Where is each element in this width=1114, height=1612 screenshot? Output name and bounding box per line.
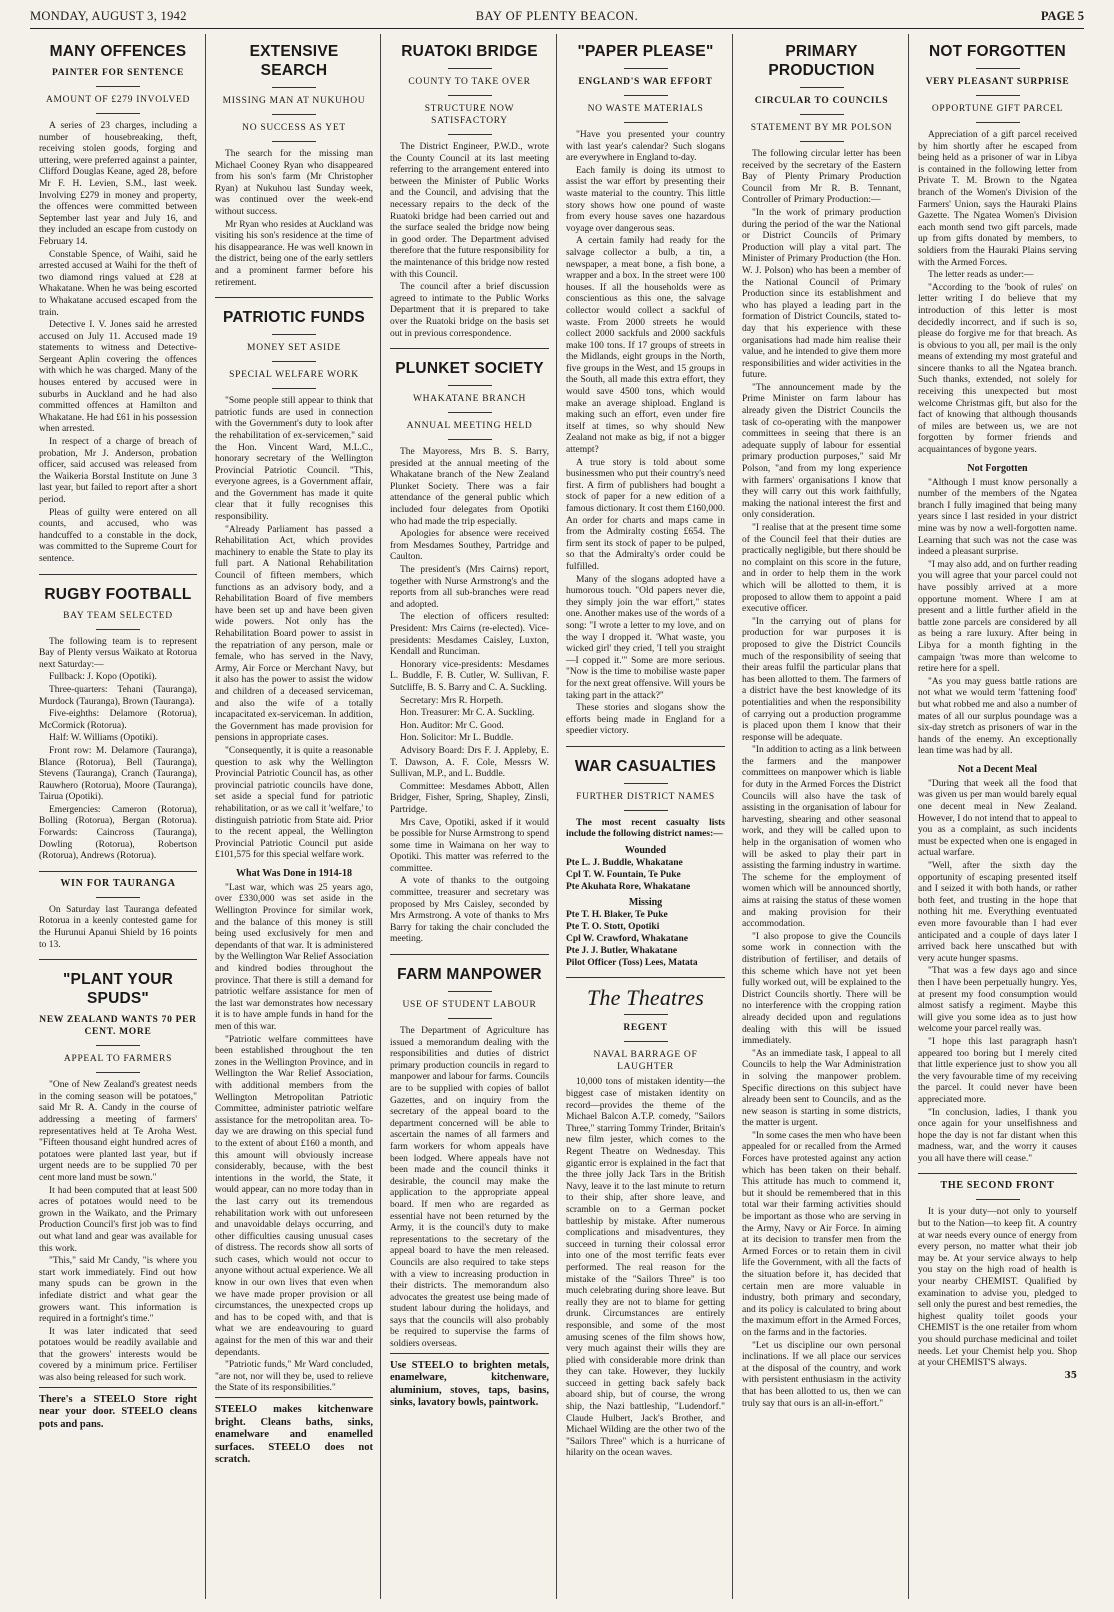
divider <box>976 68 1020 69</box>
paragraph: Hon. Auditor: Mr C. Good. <box>400 720 504 731</box>
article-body <box>390 142 549 340</box>
subheadline: FURTHER DISTRICT NAMES <box>576 791 715 802</box>
headline: PLUNKET SOCIETY <box>395 360 544 378</box>
casualty-entry: Pte T. H. Blaker, Te Puke <box>566 910 668 921</box>
divider <box>448 991 492 992</box>
paragraph: "The announcement made by the Prime Minister on farm labour has already given the District Councils the task of co-operating with the manpower committees in seeing that there is an adequate supply of labour for essential primary production purposes," said Mr Polson, "and from my long experience with farmers' organisations I know that they will carry out this work faithfully, making the national interest the first and only consideration. <box>742 382 901 521</box>
article-body <box>566 130 725 738</box>
paragraph: Fullback: J. Kopo (Opotiki). <box>49 672 157 683</box>
divider <box>215 297 373 298</box>
subheadline: WHAKATANE BRANCH <box>412 394 527 405</box>
paragraph: The council after a brief discussion agreed to intimate to the Public Works Department that it is prepared to take over the Ruatoki bridge on the basis set out in previous correspondence. <box>390 282 549 339</box>
paragraph: "According to the 'book of rules' on letter writing I do believe that my introduction of this letter is most decidedly incorrect, and if such is so, please do forgive me for that breach. As is obvious to you all, per mail is the only means of extending my most grateful and sincere thanks to all the Ngatea branch. Such thanks, extended, not solely for receiving this unexpected but most welcome Christmas gift, but also for the fact of knowing that although thousands of miles are between us, we are not forgotten by former friends and acquaintances of bygone years. <box>918 282 1077 456</box>
wounded-heading: Wounded <box>624 845 667 857</box>
subheadline: STRUCTURE NOW SATISFACTORY <box>424 104 515 126</box>
paragraph: The search for the missing man Michael Cooney Ryan who disappeared from his son's farm (Mr Christopher Ryan) at Nukuhou last Sunday week, was continued over the week-end without success. <box>215 149 373 217</box>
subheadline: APPEAL TO FARMERS <box>63 1054 173 1065</box>
divider <box>918 1173 1077 1174</box>
paragraph: The most recent casualty lists include the following district names:— <box>566 817 725 840</box>
steelo-advertisement: STEELO makes kitchenware bright. Cleans baths, sinks, enamelware and enamelled surfaces. STEELO does not scratch. <box>215 1404 373 1465</box>
article-body <box>39 1080 197 1384</box>
subheadline: MISSING MAN AT NUKUHOU <box>222 96 366 106</box>
subheadline: AMOUNT OF £279 INVOLVED <box>45 95 191 105</box>
divider <box>272 114 316 115</box>
paragraph: "I also propose to give the Councils some work in connection with the distribution of fertiliser, and details of this scheme which have not yet been fully worked out, will be explained to the District Councils shortly. There will be no interference with the cropping ration already decided upon and regulations dealing with this will be issued immediately. <box>742 931 901 1047</box>
subheadline: OPPORTUNE GIFT PARCEL <box>931 104 1064 114</box>
issue-date: MONDAY, AUGUST 3, 1942 <box>30 9 187 23</box>
article-plant-your-spuds <box>39 970 197 1384</box>
article-not-forgotten <box>918 42 1077 1165</box>
headline: WAR CASUALTIES <box>574 757 717 775</box>
article-farm-manpower <box>390 965 549 1351</box>
headline: EXTENSIVE SEARCH <box>249 43 339 79</box>
paragraph: It is your duty—not only to yourself but to the Nation—to keep fit. A country at war needs every ounce of energy from every person, no matter what their job may be. At your service always to help you stay on the high road of health is your nearby CHEMIST. Qualified by examination to advise you, pledged to sell only the purest and best remedies, the highest quality toilet goods your CHEMIST is the one retailer from whom you should purchase medicinal and toilet needs. Let your Chemist help you. Shop at your CHEMIST'S always. <box>918 1207 1077 1369</box>
paragraph: "Well, after the sixth day the opportunity of escaping presented itself and I seized it with both hands, or rather both feet, and trusting in the hope that nothing hit me. Everything eventuated even more favourable than I had ever anticipated and a couple of days later I arrived back here unscathed but with very acute hunger spasms. <box>918 861 1077 964</box>
divider <box>448 68 492 69</box>
divider <box>448 1018 492 1019</box>
paragraph: These stories and slogans show the efforts being made in England for a speedier victory. <box>566 703 725 737</box>
paragraph: A vote of thanks to the outgoing committee, treasurer and secretary was proposed by Mrs Caisley, seconded by Mrs Armstrong. A vote of thanks to Mrs Barry for taking the chair concluded the meeting. <box>390 876 549 945</box>
divider <box>566 977 725 978</box>
divider <box>215 1397 373 1398</box>
paragraph: The letter reads as under:— <box>928 270 1034 281</box>
subheadline: ANNUAL MEETING HELD <box>406 421 533 432</box>
casualty-entry: Pte T. O. Stott, Opotiki <box>566 922 660 933</box>
paragraph: Detective I. V. Jones said he arrested accused on July 11. Accused made 19 statements to witness and Detective-Sergeant Aplin covering the offences with which he was charged. Many of the houses entered by accused were in suburbs in Auckland and he had also committed offences at Hamilton and Whakatane. He had £61 in his possession when arrested. <box>39 320 197 435</box>
divider <box>448 95 492 96</box>
steelo-advertisement: There's a STEELO Store right near your door. STEELO cleans pots and pans. <box>39 1393 197 1430</box>
paragraph: "I hope this last paragraph hasn't appeared too boring but I merely cited that little experience just to show you all the very favourable time of my receiving the parcel. It could never have been appreciated more. <box>918 1036 1077 1105</box>
paragraph: It was later indicated that seed potatoes would be readily available and that the growers' interests would be covered by a minimum price. Fertiliser was also being released for such work. <box>39 1326 197 1384</box>
divider <box>448 134 492 135</box>
article-body <box>39 637 197 863</box>
steelo-advertisement: Use STEELO to brighten metals, enamelware, kitchenware, aluminium, stoves, taps, basins, sinks, lavatory bowls, paintwork. <box>390 1359 549 1409</box>
paragraph: Advisory Board: Drs F. J. Appleby, E. T. Dawson, A. F. Cole, Messrs W. Sullivan, M.P., and L. Buddle. <box>390 745 549 780</box>
divider <box>96 113 140 114</box>
paragraph: Pleas of guilty were entered on all counts, and accused, who was handcuffed to a constable in the dock, was committed to the Supreme Court for sentence. <box>39 507 197 564</box>
divider <box>272 361 316 362</box>
subheadline: BAY TEAM SELECTED <box>63 610 173 621</box>
headline: THE SECOND FRONT <box>940 1180 1055 1192</box>
paragraph: A certain family had ready for the salvage collector a bulb, a tin, a newspaper, a meat bone, a fish bone, a wrapper and a box. In the street were 100 houses. If all the households were as conscientious as this one, the salvage collector would collect a sackful of waste. From 2000 streets he would collect 2000 sackfuls and 2000 sackfuls make 100 tons. If 17 groups of streets in the Midlands, eight groups in the North, five groups in the West, and 15 groups in the South, all made this extra effort, they would save 4500 tons, which would make an average shipload. England is making such an effort, even under fire itself at times, so why should New Zealand not make as big, if not a bigger attempt? <box>566 236 725 456</box>
article-the-second-front <box>918 1180 1077 1381</box>
news-columns <box>30 34 1084 1599</box>
subheadline: NO SUCCESS AS YET <box>242 123 346 133</box>
subheadline: COUNTY TO TAKE OVER <box>408 77 531 87</box>
paragraph: "In addition to acting as a link between the farmers and the manpower committees on manpower which is liable for duty in the Armed Forces the District Councils will also have the task of assisting in the organisation of labour for harvesting, shearing and other seasonal work, and they will be called upon to help in the organisation of women who will be asked to play their part in assisting the farming industry in wartime. The scheme for the employment of women which will be announced shortly, aims at raising the status of these women and making provision for their accommodation. <box>742 745 901 930</box>
headline: PRIMARY PRODUCTION <box>768 43 875 79</box>
paragraph: The District Engineer, P.W.D., wrote the County Council at its last meeting referring to the arrangement entered into between the Minister of Public Works and the Council, and advising that the necessary repairs to the deck of the Ruatoki bridge had been carried out and the surface sealed the bridge now being in good order. The Department advised therefore that the future responsibility for the maintenance of this bridge now rested with this Council. <box>390 142 549 280</box>
paragraph: "This," said Mr Candy, "is where you start work immediately. Find out how many spuds can be grown in the infediate district and what gear the growers want. This information is required in a fortnight's time." <box>39 1256 197 1325</box>
divider <box>800 114 844 115</box>
paragraph: "Have you presented your country with last year's calendar? Such slogans are everywhere in England to-day. <box>566 130 725 164</box>
subheadline: NAVAL BARRAGE OF LAUGHTER <box>593 1050 698 1073</box>
article-ruatoki-bridge <box>390 42 549 340</box>
paragraph: Mrs Cave, Opotiki, asked if it would be possible for Nurse Armstrong to spend some time in Waimana on her way to Opotiki. This matter was referred to the committee. <box>390 817 549 874</box>
masthead <box>30 6 1084 29</box>
headline: "PLANT YOUR SPUDS" <box>62 971 174 1008</box>
paragraph: "Some people still appear to think that patriotic funds are used in connection with the Government's duty to look after the rehabilitation of ex-servicemen," said the Hon. Vincent Ward, M.L.C., honorary secretary of the Wellington Provincial Patriotic Council. "This, everyone agrees, is a Government affair, and the Government has made it quite clear that it fully recognises this responsibility. <box>215 396 373 523</box>
divider <box>39 1387 197 1388</box>
divider <box>566 746 725 747</box>
article-rugby-football <box>39 585 197 863</box>
headline: RUGBY FOOTBALL <box>44 585 192 603</box>
paragraph: Five-eighths: Delamore (Rotorua), McCormick (Rotorua). <box>39 709 197 731</box>
section-heading: What Was Done in 1914-18 <box>236 867 352 879</box>
headline: PATRIOTIC FUNDS <box>223 309 365 327</box>
divider <box>39 871 197 872</box>
paragraph: The Mayoress, Mrs B. S. Barry, presided at the annual meeting of the Whakatane branch of the New Zealand Plunket Society. There was a fair attendance of the general public which included four delegates from Opotiki who had made the trip especially. <box>390 447 549 527</box>
subheadline: ENGLAND'S WAR EFFORT <box>578 77 713 87</box>
divider <box>624 122 668 123</box>
paragraph: "In the work of primary production during the period of the war the National or District Councils of Primary Production will play a vital part. The Minister of Primary Production (the Hon. W. J. Polson) who has been a member of the National Council of Primary Production since its establishment and who has played a leading part in the formation of District Councils, stated to-day that his experience with these organisations had made him realise their value, and he intended to give them more responsibilities and wider activities in the future. <box>742 207 901 381</box>
article-win-for-tauranga <box>39 878 197 951</box>
paragraph: It had been computed that at least 500 acres of potatoes would need to be grown in the Waikato, and the Primary Production Council's first job was to find out what land and gear was available for this work. <box>39 1185 197 1254</box>
casualty-entry: Pte J. J. Butler, Whakatane <box>566 945 678 956</box>
divider <box>96 1045 140 1046</box>
paragraph: Mr Ryan who resides at Auckland was visiting his son's residence at the time of his disappearance. He was well known in the district, being one of the early settlers and a prominent farmer before his retirement. <box>215 219 373 288</box>
article-body <box>39 121 197 566</box>
article-body <box>918 130 1077 1165</box>
divider <box>96 1072 140 1073</box>
paragraph: "Let us discipline our own personal inclinations. If we all place our services at the disposal of the country, and work with persistent enthusiasm in the activity that has been allotted to us, then we can truly say that ours is an all-in-effort." <box>742 1340 901 1409</box>
paragraph: "In conclusion, ladies, I thank you once again for your unselfishness and hope the day is not far distant when this madness, war, and the worry it causes you all have there will cease." <box>918 1107 1077 1164</box>
paragraph: "I may also add, and on further reading you will agree that your parcel could not have possibly arrived at a more opportune moment. Where I am at present and a little further afield in the battle zone parcels are considered by all as being a rare luxury. After being in Libya for a month fighting in the campaign 'twas more than welcome to retire here for a spell. <box>918 559 1077 675</box>
paragraph: Front row: M. Delamore (Tauranga), Blance (Rotorua), Bell (Tauranga), Stevens (Tauranga), Cranch (Tauranga), Rauwhero (Rotorua), Moore (Tauranga), Tairua (Opotiki). <box>39 745 197 803</box>
paragraph: "I realise that at the present time some of the Council feel that their duties are practically negligible, but there should be no complaint on this score in the future, and in order to help them in the work which will be allotted to them, it is proposed to allow them to appoint a paid executive officer. <box>742 523 901 615</box>
paragraph: The election of officers resulted: President: Mrs Cairns (re-elected). Vice-presidents: Mesdames Caisley, Luxton, Kendall and Runciman. <box>390 612 549 658</box>
paragraph: Apologies for absence were received from Mesdames Southey, Partridge and Caulton. <box>390 529 549 563</box>
divider <box>624 810 668 811</box>
paragraph: "As an immediate task, I appeal to all Councils to help the War Administration in solving the manpower problem. Specific directions on this subject have already been sent to Councils, and as the new season is starting in some districts, the matter is urgent. <box>742 1048 901 1129</box>
paragraph: Secretary: Mrs R. Horpeth. <box>400 695 504 706</box>
article-paper-please <box>566 42 725 738</box>
paragraph: "Although I must know personally a number of the members of the Ngatea branch I fully imagined that being many years since I last resided in your district mine was by now a well-forgotten name. Learning that such was not the case was indeed a pleasant surprise. <box>918 477 1077 558</box>
advert-number: 35 <box>1064 1370 1077 1381</box>
paragraph: On Saturday last Tauranga defeated Rotorua in a keenly contested game for the Hurunui Apanui Shield by 16 points to 13. <box>39 904 197 950</box>
divider <box>624 1041 668 1042</box>
paragraph: "As you may guess battle rations are not what we would term 'fattening food' but what robbed me and also a number of mates of all our surplus poundage was a six-day stretch as prisoners of war in the hands of the enemy. An exceptionally lean time was had by all. <box>918 676 1077 757</box>
divider <box>272 334 316 335</box>
divider <box>624 68 668 69</box>
divider <box>96 629 140 630</box>
article-body <box>390 447 549 946</box>
divider <box>624 1014 668 1015</box>
paragraph: Emergencies: Cameron (Rotorua), Bolling (Rotorua), Bergan (Rotorua). Forwards: Caincross (Tauranga), Dowling (Rotorua), Robertson (Rotorua), Andrews (Rotorua). <box>39 804 197 862</box>
subheadline: MONEY SET ASIDE <box>247 343 341 354</box>
subheadline: NO WASTE MATERIALS <box>587 104 704 114</box>
casualty-entry: Pte Akuhata Rore, Whakatane <box>566 881 691 892</box>
headline: WIN FOR TAURANGA <box>60 877 176 889</box>
article-the-theatres <box>566 985 725 1460</box>
subheadline: REGENT <box>623 1023 668 1034</box>
divider <box>272 141 316 142</box>
headline: MANY OFFENCES <box>49 43 187 60</box>
paragraph: In respect of a charge of breach of probation, Mr J. Anderson, probation officer, said accused was released from the Waikeria Borstal Institute on June 3 last year, but failed to report after a short period. <box>39 437 197 505</box>
column-2 <box>205 34 381 1599</box>
casualty-entry: Pilot Officer (Toss) Lees, Matata <box>566 957 698 968</box>
paragraph: Constable Spence, of Waihi, said he arrested accused at Waihi for the theft of two diamond rings valued at £28 at Whakatane. When he was being escorted to Whakatane accused escaped from the train. <box>39 249 197 318</box>
paragraph: Half: W. Williams (Opotiki). <box>49 733 158 744</box>
paragraph: Many of the slogans adopted have a humorous touch. "Old papers never die, they simply join the war effort," states one. Another makes use of the words of a song: "I wrote a letter to my love, and on the way I dropped it. 'What waste, you wicked girl' they cried, 'I tell you straight—I copped it.'" Some are more serious. "Now is the time to mobilise waste paper for the next great offensive. Will yours be taking part in the attack?" <box>566 574 725 701</box>
paragraph: Honorary vice-presidents: Mesdames L. Buddle, F. B. Cutler, W. Sullivan, F. Sutcliffe, B. S. Barry and C. A. Suckling. <box>390 659 549 693</box>
headline: RUATOKI BRIDGE <box>401 43 538 60</box>
paragraph: "In the carrying out of plans for production for war purposes it is proposed to give the District Councils much of the responsibility of seeing that their areas fulfil the particular plans that has been allotted to them. The farmers of a district have the best knowledge of its potentialities and when the responsibility of carrying out a production programme is placed upon them I know that their response will be adequate. <box>742 616 901 743</box>
casualty-entry: Pte L. J. Buddle, Whakatane <box>566 858 683 869</box>
paragraph: Hon. Solicitor: Mr L. Buddle. <box>400 733 514 744</box>
headline: "PAPER PLEASE" <box>577 43 714 60</box>
paragraph: "Already Parliament has passed a Rehabilitation Act, which provides machinery to enable the State to play its full part. A National Rehabilitation Council of fifteen members, which functions as an advisory body, and a Rehabilitation Board of five members have been set up and have been given wide powers. Not only has the Rehabilitation Board power to assist in the repatriation of any person, male or female, who has served in the Navy, Army, Air Force or Merchant Navy, but it also has the power to assist the widow and children of a deceased serviceman, and also the wife of a totally incapacitated ex-serviceman. In addition, the Government has made provision for pensions in appropriate cases. <box>215 524 373 744</box>
subheadline: STATEMENT BY MR POLSON <box>750 123 893 133</box>
divider <box>976 122 1020 123</box>
paragraph: A true story is told about some businessmen who put their country's need first. A firm of publishers had bought a stock of paper for a new edition of a famous dictionary. It cost them £160,000. An order for charts and maps came in from the Admiralty costing £654. The firm sent its stock of paper to be pulped, so that the Admiralty's order could be fulfilled. <box>566 457 725 572</box>
column-3 <box>380 34 557 1599</box>
paragraph: The following circular letter has been received by the secretary of the Eastern Bay of Plenty Primary Production Council from Mr R. B. Tennant, Controller of Primary Production:— <box>742 149 901 206</box>
section-heading: Not a Decent Meal <box>957 763 1038 775</box>
column-6 <box>908 34 1085 1599</box>
paragraph: "During that week all the food that was given us per man would barely equal one decent meal in New Zealand. However, I do not intend that to appeal to you as a complaint, as such incidents must be expected when one is engaged in actual warfare. <box>918 778 1077 859</box>
missing-heading: Missing <box>628 897 663 909</box>
divider <box>448 439 492 440</box>
article-body <box>742 149 901 1410</box>
divider <box>800 87 844 88</box>
paragraph: Committee: Mesdames Abbott, Allen Bridger, Fisher, Spring, Shapley, Zinsli, Partridge. <box>390 781 549 815</box>
subheadline: SPECIAL WELFARE WORK <box>229 370 359 381</box>
divider <box>390 348 549 349</box>
paragraph: "In some cases the men who have been appealed for or recalled from the Armed Forces have protested against any action which has been taken on their behalf. This attitude has much to commend it, but it should be remembered that in this total war their farming activities should be important as those who are serving in the Army, Navy or Air Force. In aiming at its decision to transfer men from the Armed Forces or to retain them in civil life the Government, with all the facts of the situation before it, has decided that certain men are more valuable in industry, both primary and secondary, and its policy is calculated to bring about the maximum effort in the Armed Forces, on the farms and in the factories. <box>742 1130 901 1338</box>
divider <box>976 95 1020 96</box>
paragraph: "Patriotic welfare committees have been established throughout the ten zones in the Wellington Province, and in Wellington the War Relief Association, with additional members from the Wellington Metropolitan Patriotic Committee, administer patriotic welfare assistance for the metropolitan area. To-day we are drawing on this special fund to the extent of about £160 a month, and this amount will obviously increase considerably, because, with the best intentions in the world, the State, it would appear, can no more today than in the last carry out its tremendous rehabilitation work with out unforeseen and unavoidable delays occurring, and other difficulties causing unusual cases of distress. The records show all sorts of such cases, which would not occur to anyone without actual experience. We all know in our own lives that even when we have made proper provision or all circumstances, the unexpected crops up and has to be coped with, and that is what we are endeavouring to guard against for the men of this war and their dependants. <box>215 1034 373 1358</box>
paragraph: Hon. Treasurer: Mr C. A. Suckling. <box>400 708 535 719</box>
article-primary-production <box>742 42 901 1410</box>
article-patriotic-funds <box>215 308 373 1395</box>
divider <box>96 86 140 87</box>
page-number: PAGE 5 <box>1040 9 1084 23</box>
subheadline: VERY PLEASANT SURPRISE <box>925 77 1070 87</box>
casualty-entry: Cpl T. W. Fountain, Te Puke <box>566 869 681 880</box>
column-1 <box>30 34 205 1599</box>
newspaper-title: BAY OF PLENTY BEACON. <box>475 9 639 23</box>
headline: The Theatres <box>586 985 705 1011</box>
subheadline: NEW ZEALAND WANTS 70 PER CENT. MORE <box>39 1015 197 1038</box>
paragraph: The Department of Agriculture has issued a memorandum dealing with the responsibilities and duties of district primary production councils in regard to manpower and labour for farms. Councils are to be supplied with copies of ballot Gazettes, and on inquiry from the secretary of the appeal board to the department concerned will be able to ascertain the names of all farmers and farm workers for whom appeals have been lodged. Where appeals have not been made and the council thinks it desirable, the council may make the application to the appropriate appeal board. If men who are regarded as essential have not been returned by the Army, it is the council's duty to make representations to the secretary of the appeal board to have the men released. Councils are also required to take steps with a view to increasing production in their districts. The memorandum also advocates the greatest use being made of student labour during the holidays, and says that the councils will also probably be required to supervise the farms of soldiers overseas. <box>390 1026 549 1350</box>
article-body <box>215 149 373 289</box>
paragraph: The president's (Mrs Cairns) report, together with Nurse Armstrong's and the reports from all sub-branches were read and adopted. <box>390 565 549 610</box>
paragraph: "Patriotic funds," Mr Ward concluded, "are not, nor will they be, used to relieve the State of its responsibilities." <box>215 1360 373 1394</box>
section-heading: Not Forgotten <box>967 462 1028 474</box>
divider <box>390 1353 549 1354</box>
article-many-offences <box>39 42 197 566</box>
divider <box>448 412 492 413</box>
paragraph: "Last war, which was 25 years ago, over £330,000 was set aside in the Wellington Province for similar work, and the balance of this money is still being used exclusively for men and dependants of that war. It is administered by the Wellington War Relief Association and kindred bodies throughout the province. That there is still a demand for patriotic welfare assistance for men of the last war demonstrates how necessary it is to have ample funds in hand for the men of this war. <box>215 882 373 1032</box>
article-plunket-society <box>390 359 549 946</box>
divider <box>624 95 668 96</box>
divider <box>624 783 668 784</box>
paragraph: "That was a few days ago and since then I have been perpetually hungry. Yes, at present my food consumption would almost satisfy a regiment. Maybe this will give you some idea as to just how welcome your parcel really was. <box>918 966 1077 1035</box>
subheadline: USE OF STUDENT LABOUR <box>402 1000 537 1011</box>
article-extensive-search <box>215 42 373 289</box>
headline: NOT FORGOTTEN <box>929 43 1066 60</box>
paragraph: Appreciation of a gift parcel received by him shortly after he escaped from being held as a prisoner of war in Libya is contained in the following letter from Private T. M. Brown to the Ngatea branch of the Women's Division of the Farmers' Union, says the Hauraki Plains Gazette. The Ngatea Women's Division each month send two gift parcels, made up from gifts donated by members, to soldiers from the Hauraki Plains serving with the Armed Forces. <box>918 130 1077 268</box>
column-5 <box>732 34 909 1599</box>
divider <box>976 1199 1020 1200</box>
divider <box>272 388 316 389</box>
paragraph: "Consequently, it is quite a reasonable question to ask why the Wellington Provincial Patriotic Council has, as other provincial patriotic councils have done, set aside a special fund for patriotic rehabilitation, or as we call it 'welfare,' to distinguish patriotic from State aid. Prior to the recent appeal, the Wellington Provincial Patriotic Council put aside £101,575 for this special welfare work. <box>215 745 373 861</box>
divider <box>96 897 140 898</box>
divider <box>272 87 316 88</box>
paragraph: The following team is to represent Bay of Plenty versus Waikato at Rotorua next Saturday:— <box>39 636 197 670</box>
paragraph: 10,000 tons of mistaken identity—the biggest case of mistaken identity on record—provides the theme of the Michael Balcon A.T.P. comedy, "Sailors Three," starring Tommy Trinder, Britain's new film jester, which comes to the Regent Theatre on Wednesday. This gigantic error is explained in the fact that the three jolly Jack Tars in the British Navy, leave it to the last minute to return to their ship, after shore leave, and scramble on to a German pocket battleship by mistake. After numerous complications and misadventures, they succeed in turning their colossal error into one of the most terrific feats ever performed. The real reason for the mistake of the "Sailors Three" is too much celebrating during shore leave. But really they are not to blame for getting drunk. Circumstances are entirely responsible, and some of the most amusing scenes of the film shows how, very much against their wills they are plied with considerable more drink than they can take. However, they luckily succeed in getting back safely back aboard ship, but of course, the wrong ship, the Nazi battleship, "Ludendorf." Claude Hulbert, Jack's Brother, and Michael Wilding are the other two of the "Sailors Three" which is a hurricane of hilarity on the ocean waves. <box>566 1077 725 1459</box>
divider <box>800 141 844 142</box>
divider <box>39 959 197 960</box>
subheadline: CIRCULAR TO COUNCILS <box>754 96 889 106</box>
paragraph: Each family is doing its utmost to assist the war effort by presenting their waste material to the country. This little story shows how one pound of waste from every house saves one hazardous voyage over dangerous seas. <box>566 165 725 234</box>
divider <box>39 574 197 575</box>
article-body <box>215 396 373 1395</box>
divider <box>390 954 549 955</box>
paragraph: "One of New Zealand's greatest needs in the coming season will be potatoes," said Mr R. A. Candy in the course of addressing a meeting of farmers' representatives held at Te Aroha West. "Fifteen thousand eight hundred acres of potatoes were planted last year, but if urgent needs are to be supplied 70 per cent more land must be sown." <box>39 1080 197 1183</box>
paragraph: Three-quarters: Tehani (Tauranga), Murdock (Tauranga), Brown (Tauranga). <box>39 684 197 707</box>
divider <box>448 385 492 386</box>
headline: FARM MANPOWER <box>397 966 542 984</box>
casualty-entry: Cpl W. Crawford, Whakatane <box>566 934 689 945</box>
article-war-casualties <box>566 757 725 970</box>
paragraph: A series of 23 charges, including a number of housebreaking, theft, receiving stolen goods, forging and uttering, were preferred against a painter, Clifford Douglas Keane, aged 28, before Mr F. H. Levien, S.M., last week. Involving £279 in money and property, the offences were committed between September last year and July 16, and they included an escape from custody on February 14. <box>39 121 197 247</box>
subheadline: PAINTER FOR SENTENCE <box>51 68 185 78</box>
column-4 <box>556 34 733 1599</box>
